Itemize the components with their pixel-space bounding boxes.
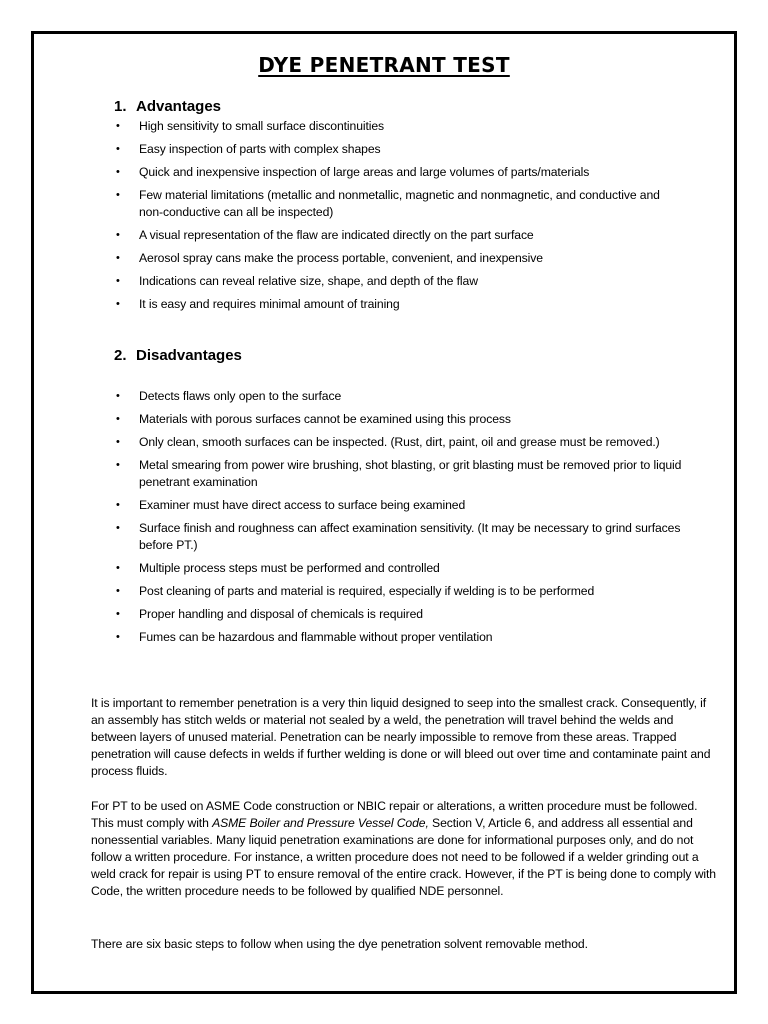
list-item-text: Materials with porous surfaces cannot be examined using this process bbox=[139, 412, 511, 426]
page-border bbox=[31, 31, 737, 994]
list-item-text: A visual representation of the flaw are indicated directly on the part surface bbox=[139, 228, 534, 242]
paragraph-penetration: It is important to remember penetration is a very thin liquid designed to seep into the smallest crack. Consequently, if an assembly has stitch welds or material not sealed by a weld, the penetration will travel behind the welds and between layers of unused material. Penetration can be nearly impossible to remove from these areas. Trapped penetration will cause defects in welds if further welding is done or will bleed out over time and contaminate paint and process fluids. bbox=[91, 696, 711, 778]
disadvantages-list bbox=[114, 388, 684, 652]
bullet-icon: • bbox=[116, 298, 120, 310]
list-item bbox=[114, 118, 684, 135]
advantages-list bbox=[114, 118, 684, 319]
bullet-icon: • bbox=[116, 413, 120, 425]
list-item bbox=[114, 629, 684, 646]
list-item bbox=[114, 583, 684, 600]
list-item-text: Indications can reveal relative size, shape, and depth of the flaw bbox=[139, 274, 478, 288]
paragraph-six-steps: There are six basic steps to follow when using the dye penetration solvent removable method. bbox=[91, 937, 588, 951]
list-item bbox=[114, 141, 684, 158]
list-item bbox=[114, 606, 684, 623]
list-item bbox=[114, 388, 684, 405]
list-item-text: Fumes can be hazardous and flammable without proper ventilation bbox=[139, 630, 493, 644]
bullet-icon: • bbox=[116, 189, 120, 201]
list-item-text: Easy inspection of parts with complex shapes bbox=[139, 142, 381, 156]
bullet-icon: • bbox=[116, 143, 120, 155]
bullet-icon: • bbox=[116, 390, 120, 402]
list-item bbox=[114, 457, 684, 491]
list-item bbox=[114, 164, 684, 181]
list-item-text: Examiner must have direct access to surface being examined bbox=[139, 498, 466, 512]
list-item bbox=[114, 520, 684, 554]
list-item bbox=[114, 434, 684, 451]
list-item-text: Quick and inexpensive inspection of large areas and large volumes of parts/materials bbox=[139, 165, 590, 179]
list-item-text: Aerosol spray cans make the process portable, convenient, and inexpensive bbox=[139, 251, 543, 265]
bullet-icon: • bbox=[116, 166, 120, 178]
bullet-icon: • bbox=[116, 631, 120, 643]
list-item bbox=[114, 250, 684, 267]
list-item bbox=[114, 560, 684, 577]
list-item-text: Few material limitations (metallic and nonmetallic, magnetic and nonmagnetic, and conductive and non-conductive can all be inspected) bbox=[139, 188, 660, 219]
advantages-heading: 1. Advantages bbox=[114, 98, 222, 115]
list-item-text: Post cleaning of parts and material is required, especially if welding is to be performed bbox=[139, 584, 595, 598]
bullet-icon: • bbox=[116, 522, 120, 534]
list-item-text: Metal smearing from power wire brushing, shot blasting, or grit blasting must be removed prior to liquid penetrant examination bbox=[139, 458, 682, 489]
list-item-text: Only clean, smooth surfaces can be inspected. (Rust, dirt, paint, oil and grease must be removed.) bbox=[139, 435, 660, 449]
bullet-icon: • bbox=[116, 229, 120, 241]
list-item bbox=[114, 273, 684, 290]
bullet-icon: • bbox=[116, 459, 120, 471]
list-item bbox=[114, 411, 684, 428]
bullet-icon: • bbox=[116, 562, 120, 574]
bullet-icon: • bbox=[116, 608, 120, 620]
bullet-icon: • bbox=[116, 252, 120, 264]
list-item bbox=[114, 187, 684, 221]
bullet-icon: • bbox=[116, 585, 120, 597]
list-item-text: High sensitivity to small surface discontinuities bbox=[139, 119, 385, 133]
paragraph-asme-code: For PT to be used on ASME Code construction or NBIC repair or alterations, a written procedure must be followed. This must comply with ASME Boiler and Pressure Vessel Code, Section V, Article 6, and address all essential and nonessential variables. Many liquid penetration examinations are done for informational purposes only, and do not follow a written procedure. For instance, a written procedure does not need to be followed if a welder grinding out a weld crack for repair is using PT to ensure removal of the entire crack. However, if the PT is being done to comply with Code, the written procedure needs to be followed by qualified NDE personnel. bbox=[91, 799, 716, 898]
list-item-text: Multiple process steps must be performed and controlled bbox=[139, 561, 440, 575]
list-item-text: Proper handling and disposal of chemicals is required bbox=[139, 607, 423, 621]
disadvantages-heading: 2. Disadvantages bbox=[114, 347, 242, 364]
bullet-icon: • bbox=[116, 499, 120, 511]
list-item-text: It is easy and requires minimal amount of training bbox=[139, 297, 400, 311]
list-item bbox=[114, 296, 684, 313]
bullet-icon: • bbox=[116, 275, 120, 287]
bullet-icon: • bbox=[116, 436, 120, 448]
list-item bbox=[114, 227, 684, 244]
list-item-text: Detects flaws only open to the surface bbox=[139, 389, 342, 403]
bullet-icon: • bbox=[116, 120, 120, 132]
page-title: DYE PENETRANT TEST bbox=[258, 53, 510, 77]
list-item-text: Surface finish and roughness can affect examination sensitivity. (It may be necessary to grind surfaces before PT.) bbox=[139, 521, 681, 552]
list-item bbox=[114, 497, 684, 514]
